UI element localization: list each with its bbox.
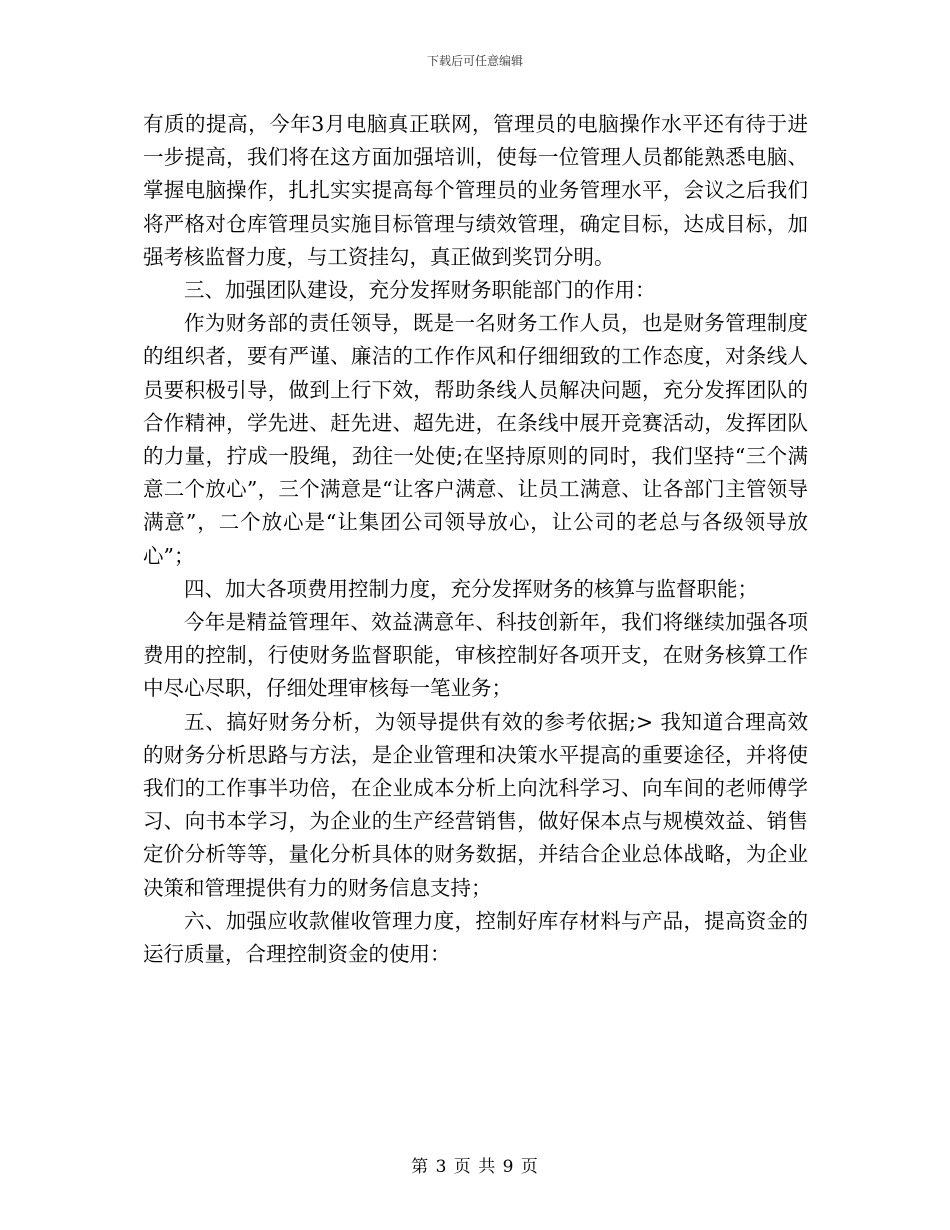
document-body bbox=[143, 108, 808, 971]
section-heading-6: 六、加强应收款催收管理力度，控制好库存材料与产品，提高资金的运行质量，合理控制资金的使用： bbox=[143, 908, 808, 967]
paragraph-financial-analysis: 五、搞好财务分析，为领导提供有效的参考依据;> 我知道合理高效的财务分析思路与方法，是企业管理和决策水平提高的重要途径，并将使我们的工作事半功倍，在企业成本分析上向沈科学习、向车间的老师傅学习、向书本学习，为企业的生产经营销售，做好保本点与规模效益、销售定价分析等等，量化分析具体的财务数据，并结合企业总体战略，为企业决策和管理提供有力的财务信息支持； bbox=[143, 709, 808, 900]
paragraph-continuation: 有质的提高，今年3月电脑真正联网，管理员的电脑操作水平还有待于进一步提高，我们将在这方面加强培训，使每一位管理人员都能熟悉电脑、掌握电脑操作，扎扎实实提高每个管理员的业务管理水平，会议之后我们将严格对仓库管理员实施目标管理与绩效管理，确定目标，达成目标，加强考核监督力度，与工资挂勾，真正做到奖罚分明。 bbox=[143, 112, 808, 269]
section-heading-4: 四、加大各项费用控制力度，充分发挥财务的核算与监督职能； bbox=[184, 576, 758, 601]
paragraph-team-building: 作为财务部的责任领导，既是一名财务工作人员，也是财务管理制度的组织者，要有严谨、廉洁的工作作风和仔细细致的工作态度，对条线人员要积极引导，做到上行下效，帮助条线人员解决问题，充分发挥团队的合作精神，学先进、赶先进、超先进，在条线中展开竞赛活动，发挥团队的力量，拧成一股绳，劲往一处使;在坚持原则的同时，我们坚持“三个满意二个放心”，三个满意是“让客户满意、让员工满意、让各部门主管领导满意”，二个放心是“让集团公司领导放心，让公司的老总与各级领导放心”； bbox=[143, 311, 808, 568]
section-heading-3: 三、加强团队建设，充分发挥财务职能部门的作用： bbox=[184, 278, 656, 303]
paragraph-cost-control: 今年是精益管理年、效益满意年、科技创新年，我们将继续加强各项费用的控制，行使财务监督职能，审核控制好各项开支，在财务核算工作中尽心尽职，仔细处理审核每一笔业务； bbox=[143, 610, 808, 701]
page-header: 下载后可任意编辑 bbox=[426, 54, 523, 68]
page-number: 第 3 页 共 9 页 bbox=[411, 1157, 539, 1177]
